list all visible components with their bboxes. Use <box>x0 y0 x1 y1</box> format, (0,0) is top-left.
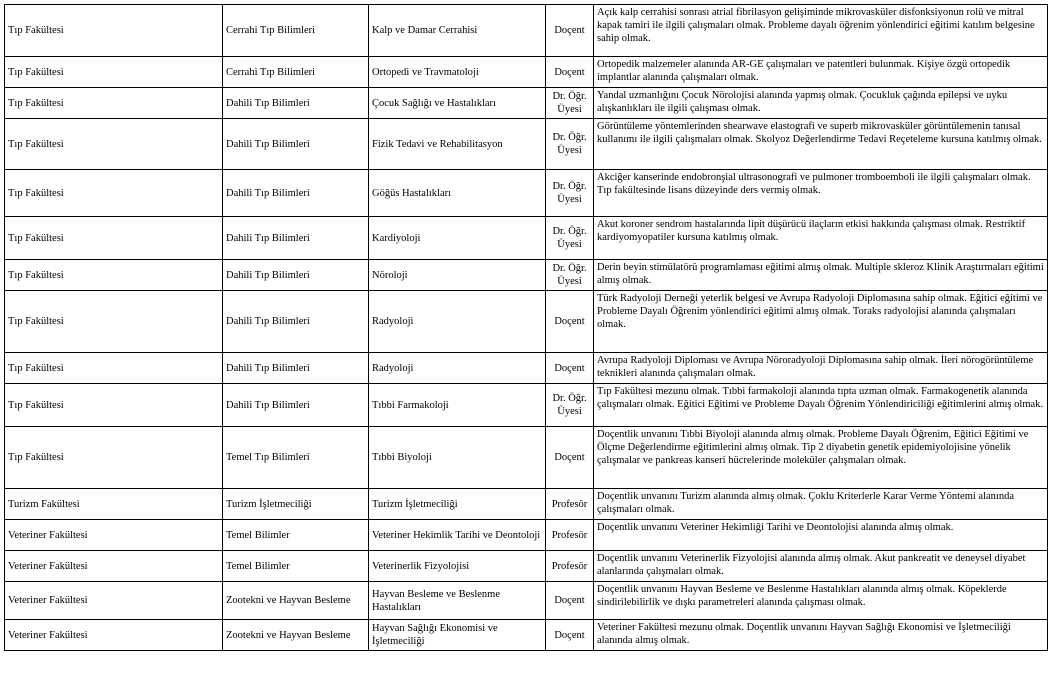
rank-cell: Doçent <box>546 582 594 620</box>
program-cell: Radyoloji <box>369 353 546 384</box>
requirement-cell: Ortopedik malzemeler alanında AR-GE çalışmaları ve patentleri bulunmak. Kişiye özgü ortopedik implantlar alanında çalışmaları olmak. <box>594 57 1048 88</box>
rank-cell: Doçent <box>546 353 594 384</box>
program-cell: Hayvan Sağlığı Ekonomisi ve İşletmeciliği <box>369 620 546 651</box>
rank-cell: Doçent <box>546 291 594 353</box>
program-cell: Kalp ve Damar Cerrahisi <box>369 5 546 57</box>
table-row <box>5 551 1048 582</box>
program-cell: Çocuk Sağlığı ve Hastalıkları <box>369 88 546 119</box>
department-cell: Dahili Tıp Bilimleri <box>223 217 369 260</box>
table-row <box>5 260 1048 291</box>
program-cell: Radyoloji <box>369 291 546 353</box>
requirement-cell: Doçentlik unvanını Hayvan Besleme ve Beslenme Hastalıkları alanında almış olmak. Köpeklerde sindirilebilirlik ve dışkı parametreleri alanında çalışması olmak. <box>594 582 1048 620</box>
department-cell: Turizm İşletmeciliği <box>223 489 369 520</box>
faculty-cell: Tıp Fakültesi <box>5 88 223 119</box>
faculty-cell: Tıp Fakültesi <box>5 353 223 384</box>
requirement-cell: Doçentlik unvanını Veterinerlik Fizyolojisi alanında almış olmak. Akut pankreatit ve deneysel diyabet alanlarında çalışmaları olmak. <box>594 551 1048 582</box>
rank-cell: Doçent <box>546 5 594 57</box>
faculty-cell: Veteriner Fakültesi <box>5 582 223 620</box>
program-cell: Kardiyoloji <box>369 217 546 260</box>
requirement-cell: Akut koroner sendrom hastalarında lipit düşürücü ilaçların etkisi hakkında çalışması olmak. Restriktif kardiyomyopatiler kursuna katılmış olmak. <box>594 217 1048 260</box>
faculty-cell: Tıp Fakültesi <box>5 57 223 88</box>
program-cell: Turizm İşletmeciliği <box>369 489 546 520</box>
program-cell: Göğüs Hastalıkları <box>369 170 546 217</box>
table-row <box>5 291 1048 353</box>
rank-cell: Profesör <box>546 520 594 551</box>
rank-cell: Dr. Öğr. Üyesi <box>546 119 594 170</box>
program-cell: Tıbbi Farmakoloji <box>369 384 546 427</box>
faculty-cell: Veteriner Fakültesi <box>5 520 223 551</box>
table-row <box>5 170 1048 217</box>
rank-cell: Dr. Öğr. Üyesi <box>546 260 594 291</box>
table-row <box>5 620 1048 651</box>
department-cell: Zootekni ve Hayvan Besleme <box>223 620 369 651</box>
requirement-cell: Görüntüleme yöntemlerinden shearwave elastografi ve superb mikrovasküler görüntülemenin tanısal kullanımı ile ilgili çalışmaları olmak. Skolyoz Değerlendirme Tedavi Reçeteleme kursuna katılmış olmak. <box>594 119 1048 170</box>
table-row <box>5 427 1048 489</box>
table-row <box>5 489 1048 520</box>
department-cell: Temel Bilimler <box>223 551 369 582</box>
table-row <box>5 217 1048 260</box>
requirement-cell: Açık kalp cerrahisi sonrası atrial fibrilasyon gelişiminde mikrovasküler disfonksiyonun rolü ve mitral kapak tamiri ile ilgili çalışmaları olmak. Probleme dayalı öğrenim yönlendirici eğitimi katılım belgesine sahip olmak. <box>594 5 1048 57</box>
positions-table <box>4 4 1048 651</box>
program-cell: Veteriner Hekimlik Tarihi ve Deontoloji <box>369 520 546 551</box>
rank-cell: Dr. Öğr. Üyesi <box>546 217 594 260</box>
department-cell: Dahili Tıp Bilimleri <box>223 291 369 353</box>
requirement-cell: Yandal uzmanlığını Çocuk Nörolojisi alanında yapmış olmak. Çocukluk çağında epilepsi ve uyku alışkanlıkları ile ilgili çalışması olmak. <box>594 88 1048 119</box>
faculty-cell: Tıp Fakültesi <box>5 291 223 353</box>
requirement-cell: Türk Radyoloji Derneği yeterlik belgesi ve Avrupa Radyoloji Diplomasına sahip olmak. Eğitici eğitimi ve Probleme Dayalı Öğrenim yönlendirici eğitimi almış olmak. Toraks radyolojisi alanında çalışmaları olmak. <box>594 291 1048 353</box>
faculty-cell: Tıp Fakültesi <box>5 260 223 291</box>
rank-cell: Doçent <box>546 620 594 651</box>
rank-cell: Dr. Öğr. Üyesi <box>546 170 594 217</box>
department-cell: Zootekni ve Hayvan Besleme <box>223 582 369 620</box>
faculty-cell: Tıp Fakültesi <box>5 170 223 217</box>
table-row <box>5 5 1048 57</box>
department-cell: Dahili Tıp Bilimleri <box>223 119 369 170</box>
program-cell: Hayvan Besleme ve Beslenme Hastalıkları <box>369 582 546 620</box>
faculty-cell: Tıp Fakültesi <box>5 5 223 57</box>
department-cell: Cerrahi Tıp Bilimleri <box>223 5 369 57</box>
department-cell: Dahili Tıp Bilimleri <box>223 260 369 291</box>
requirement-cell: Doçentlik unvanını Veteriner Hekimliği Tarihi ve Deontolojisi alanında almış olmak. <box>594 520 1048 551</box>
department-cell: Temel Bilimler <box>223 520 369 551</box>
department-cell: Dahili Tıp Bilimleri <box>223 353 369 384</box>
requirement-cell: Doçentlik unvanını Tıbbi Biyoloji alanında almış olmak. Probleme Dayalı Öğrenim, Eğitici Eğitimi ve Ölçme Değerlendirme eğitimlerini almış olmak. Tip 2 diyabetin genetik epidemiyolojisine yönelik çalışmalar ve pankreas kanseri hücrelerinde moleküler çalışmaları olmak. <box>594 427 1048 489</box>
rank-cell: Doçent <box>546 427 594 489</box>
rank-cell: Profesör <box>546 489 594 520</box>
table-row <box>5 384 1048 427</box>
rank-cell: Dr. Öğr. Üyesi <box>546 88 594 119</box>
requirement-cell: Avrupa Radyoloji Diploması ve Avrupa Nöroradyoloji Diplomasına sahip olmak. İleri nörogörüntüleme teknikleri alanında çalışmaları olmak. <box>594 353 1048 384</box>
faculty-cell: Veteriner Fakültesi <box>5 551 223 582</box>
rank-cell: Dr. Öğr. Üyesi <box>546 384 594 427</box>
program-cell: Nöroloji <box>369 260 546 291</box>
faculty-cell: Turizm Fakültesi <box>5 489 223 520</box>
requirement-cell: Derin beyin stimülatörü programlaması eğitimi almış olmak. Multiple skleroz Klinik Araştırmaları eğitimi almış olmak. <box>594 260 1048 291</box>
requirement-cell: Tıp Fakültesi mezunu olmak. Tıbbi farmakoloji alanında tıpta uzman olmak. Farmakogenetik alanında çalışmaları olmak. Eğitici Eğitimi ve Probleme Dayalı Öğrenim Yönlendiriciliği eğitimlerini almış olmak. <box>594 384 1048 427</box>
program-cell: Ortopedi ve Travmatoloji <box>369 57 546 88</box>
table-row <box>5 582 1048 620</box>
table-row <box>5 520 1048 551</box>
program-cell: Fizik Tedavi ve Rehabilitasyon <box>369 119 546 170</box>
faculty-cell: Tıp Fakültesi <box>5 384 223 427</box>
table-row <box>5 57 1048 88</box>
department-cell: Temel Tıp Bilimleri <box>223 427 369 489</box>
table-row <box>5 88 1048 119</box>
faculty-cell: Tıp Fakültesi <box>5 119 223 170</box>
department-cell: Dahili Tıp Bilimleri <box>223 88 369 119</box>
positions-table-body <box>5 5 1048 651</box>
faculty-cell: Veteriner Fakültesi <box>5 620 223 651</box>
rank-cell: Doçent <box>546 57 594 88</box>
requirement-cell: Akciğer kanserinde endobronşial ultrasonografi ve pulmoner tromboemboli ile ilgili çalışmaları olmak. Tıp fakültesinde lisans düzeyinde ders vermiş olmak. <box>594 170 1048 217</box>
table-row <box>5 353 1048 384</box>
department-cell: Dahili Tıp Bilimleri <box>223 170 369 217</box>
program-cell: Tıbbi Biyoloji <box>369 427 546 489</box>
table-row <box>5 119 1048 170</box>
requirement-cell: Veteriner Fakültesi mezunu olmak. Doçentlik unvanını Hayvan Sağlığı Ekonomisi ve İşletmeciliği alanında almış olmak. <box>594 620 1048 651</box>
faculty-cell: Tıp Fakültesi <box>5 427 223 489</box>
department-cell: Dahili Tıp Bilimleri <box>223 384 369 427</box>
requirement-cell: Doçentlik unvanını Turizm alanında almış olmak. Çoklu Kriterlerle Karar Verme Yöntemi alanında çalışmaları olmak. <box>594 489 1048 520</box>
department-cell: Cerrahi Tıp Bilimleri <box>223 57 369 88</box>
program-cell: Veterinerlik Fizyolojisi <box>369 551 546 582</box>
rank-cell: Profesör <box>546 551 594 582</box>
faculty-cell: Tıp Fakültesi <box>5 217 223 260</box>
